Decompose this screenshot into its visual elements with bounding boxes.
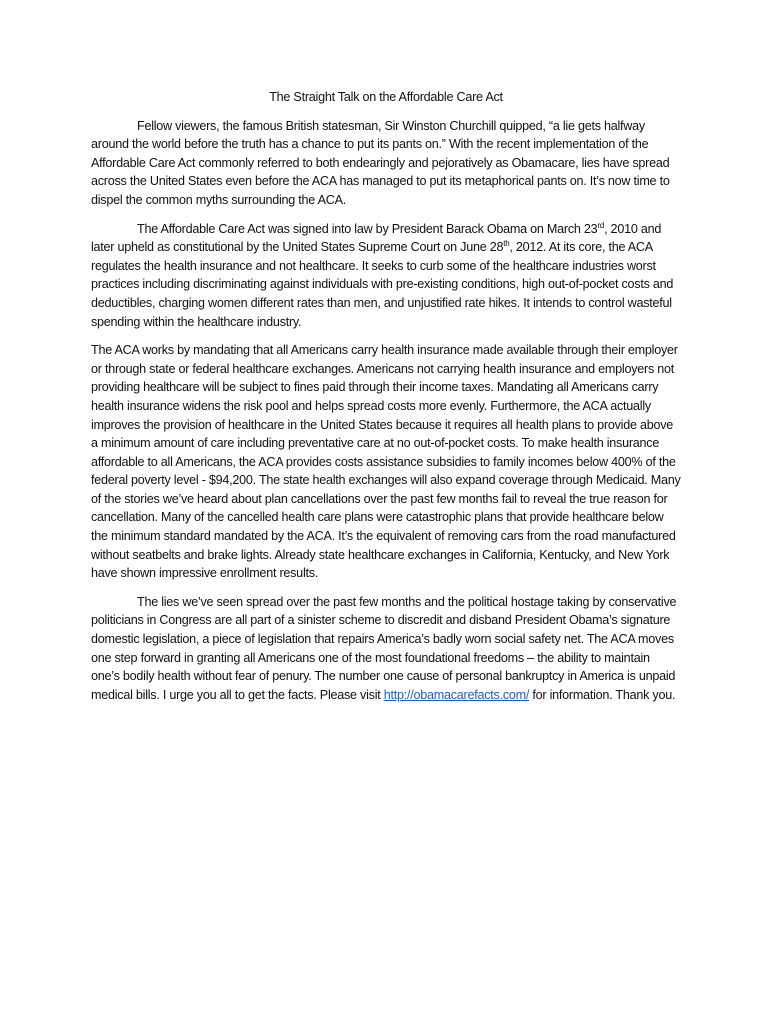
obamacarefacts-link[interactable]: http://obamacarefacts.com/ (383, 687, 530, 702)
paragraph-text: , 2010 and later upheld as constitutional by the United States Supreme Court on June 28 (91, 221, 662, 255)
paragraph-text: for information. Thank you. (529, 687, 676, 702)
superscript-ordinal: rd (597, 220, 605, 230)
paragraph-aca-history (91, 220, 681, 332)
paragraph-text: The Affordable Care Act was signed into law by President Barack Obama on March 23 (137, 221, 598, 236)
paragraph-text: , 2012. At its core, the ACA regulates the health insurance and not healthcare. It seeks to curb some of the healthcare industries worst practices including discriminating against individuals with pre-existing conditions, high out-of-pocket costs and deductibles, charging women different rates than men, and unjustified rate hikes. It intends to control wasteful spending within the healthcare industry. (91, 240, 674, 329)
document-title: The Straight Talk on the Affordable Care Act (269, 90, 503, 104)
document-body (91, 88, 681, 714)
superscript-ordinal: th (503, 239, 510, 249)
paragraph-text: The lies we’ve seen spread over the past few months and the political hostage taking by conservative politicians in Congress are all part of a sinister scheme to discredit and disband President Obama’s signature domestic legislation, a piece of legislation that repairs America’s badly worn social safety net. The ACA moves one step forward in granting all Americans one of the most foundational freedoms – the ability to maintain one’s bodily health without fear of penury. The number one cause of personal bankruptcy in America is unpaid medical bills. I urge you all to get the facts. Please visit (91, 594, 677, 702)
paragraph-intro: Fellow viewers, the famous British statesman, Sir Winston Churchill quipped, “a lie gets halfway around the world before the truth has a chance to put its pants on.” With the recent implementation of the Affordable Care Act commonly referred to both endearingly and pejoratively as Obamacare, lies have spread across the United States even before the ACA has managed to put its metaphorical pants on. It’s now time to dispel the common myths surrounding the ACA. (91, 118, 670, 207)
paragraph-how-aca-works: The ACA works by mandating that all Americans carry health insurance made available through their employer or through state or federal healthcare exchanges. Americans not carrying health insurance and employers not providing healthcare will be subject to fines paid through their income taxes. Mandating all Americans carry health insurance widens the risk pool and helps spread costs more evenly. Furthermore, the ACA actually improves the provision of healthcare in the United States because it requires all health plans to provide above a minimum amount of care including preventative care at no out-of-pocket costs. To make health insurance affordable to all Americans, the ACA provides costs assistance subsidies to family incomes below 400% of the federal poverty level - $94,200. The state health exchanges will also expand coverage through Medicaid. Many of the stories we’ve heard about plan cancellations over the past few months fail to reveal the true reason for cancellation. Many of the cancelled health care plans were catastrophic plans that provide healthcare below the minimum standard mandated by the ACA. It’s the equivalent of removing cars from the road manufactured without seatbelts and brake lights. Already state healthcare exchanges in California, Kentucky, and New York have shown impressive enrollment results. (91, 343, 681, 581)
paragraph-conclusion (91, 593, 681, 705)
